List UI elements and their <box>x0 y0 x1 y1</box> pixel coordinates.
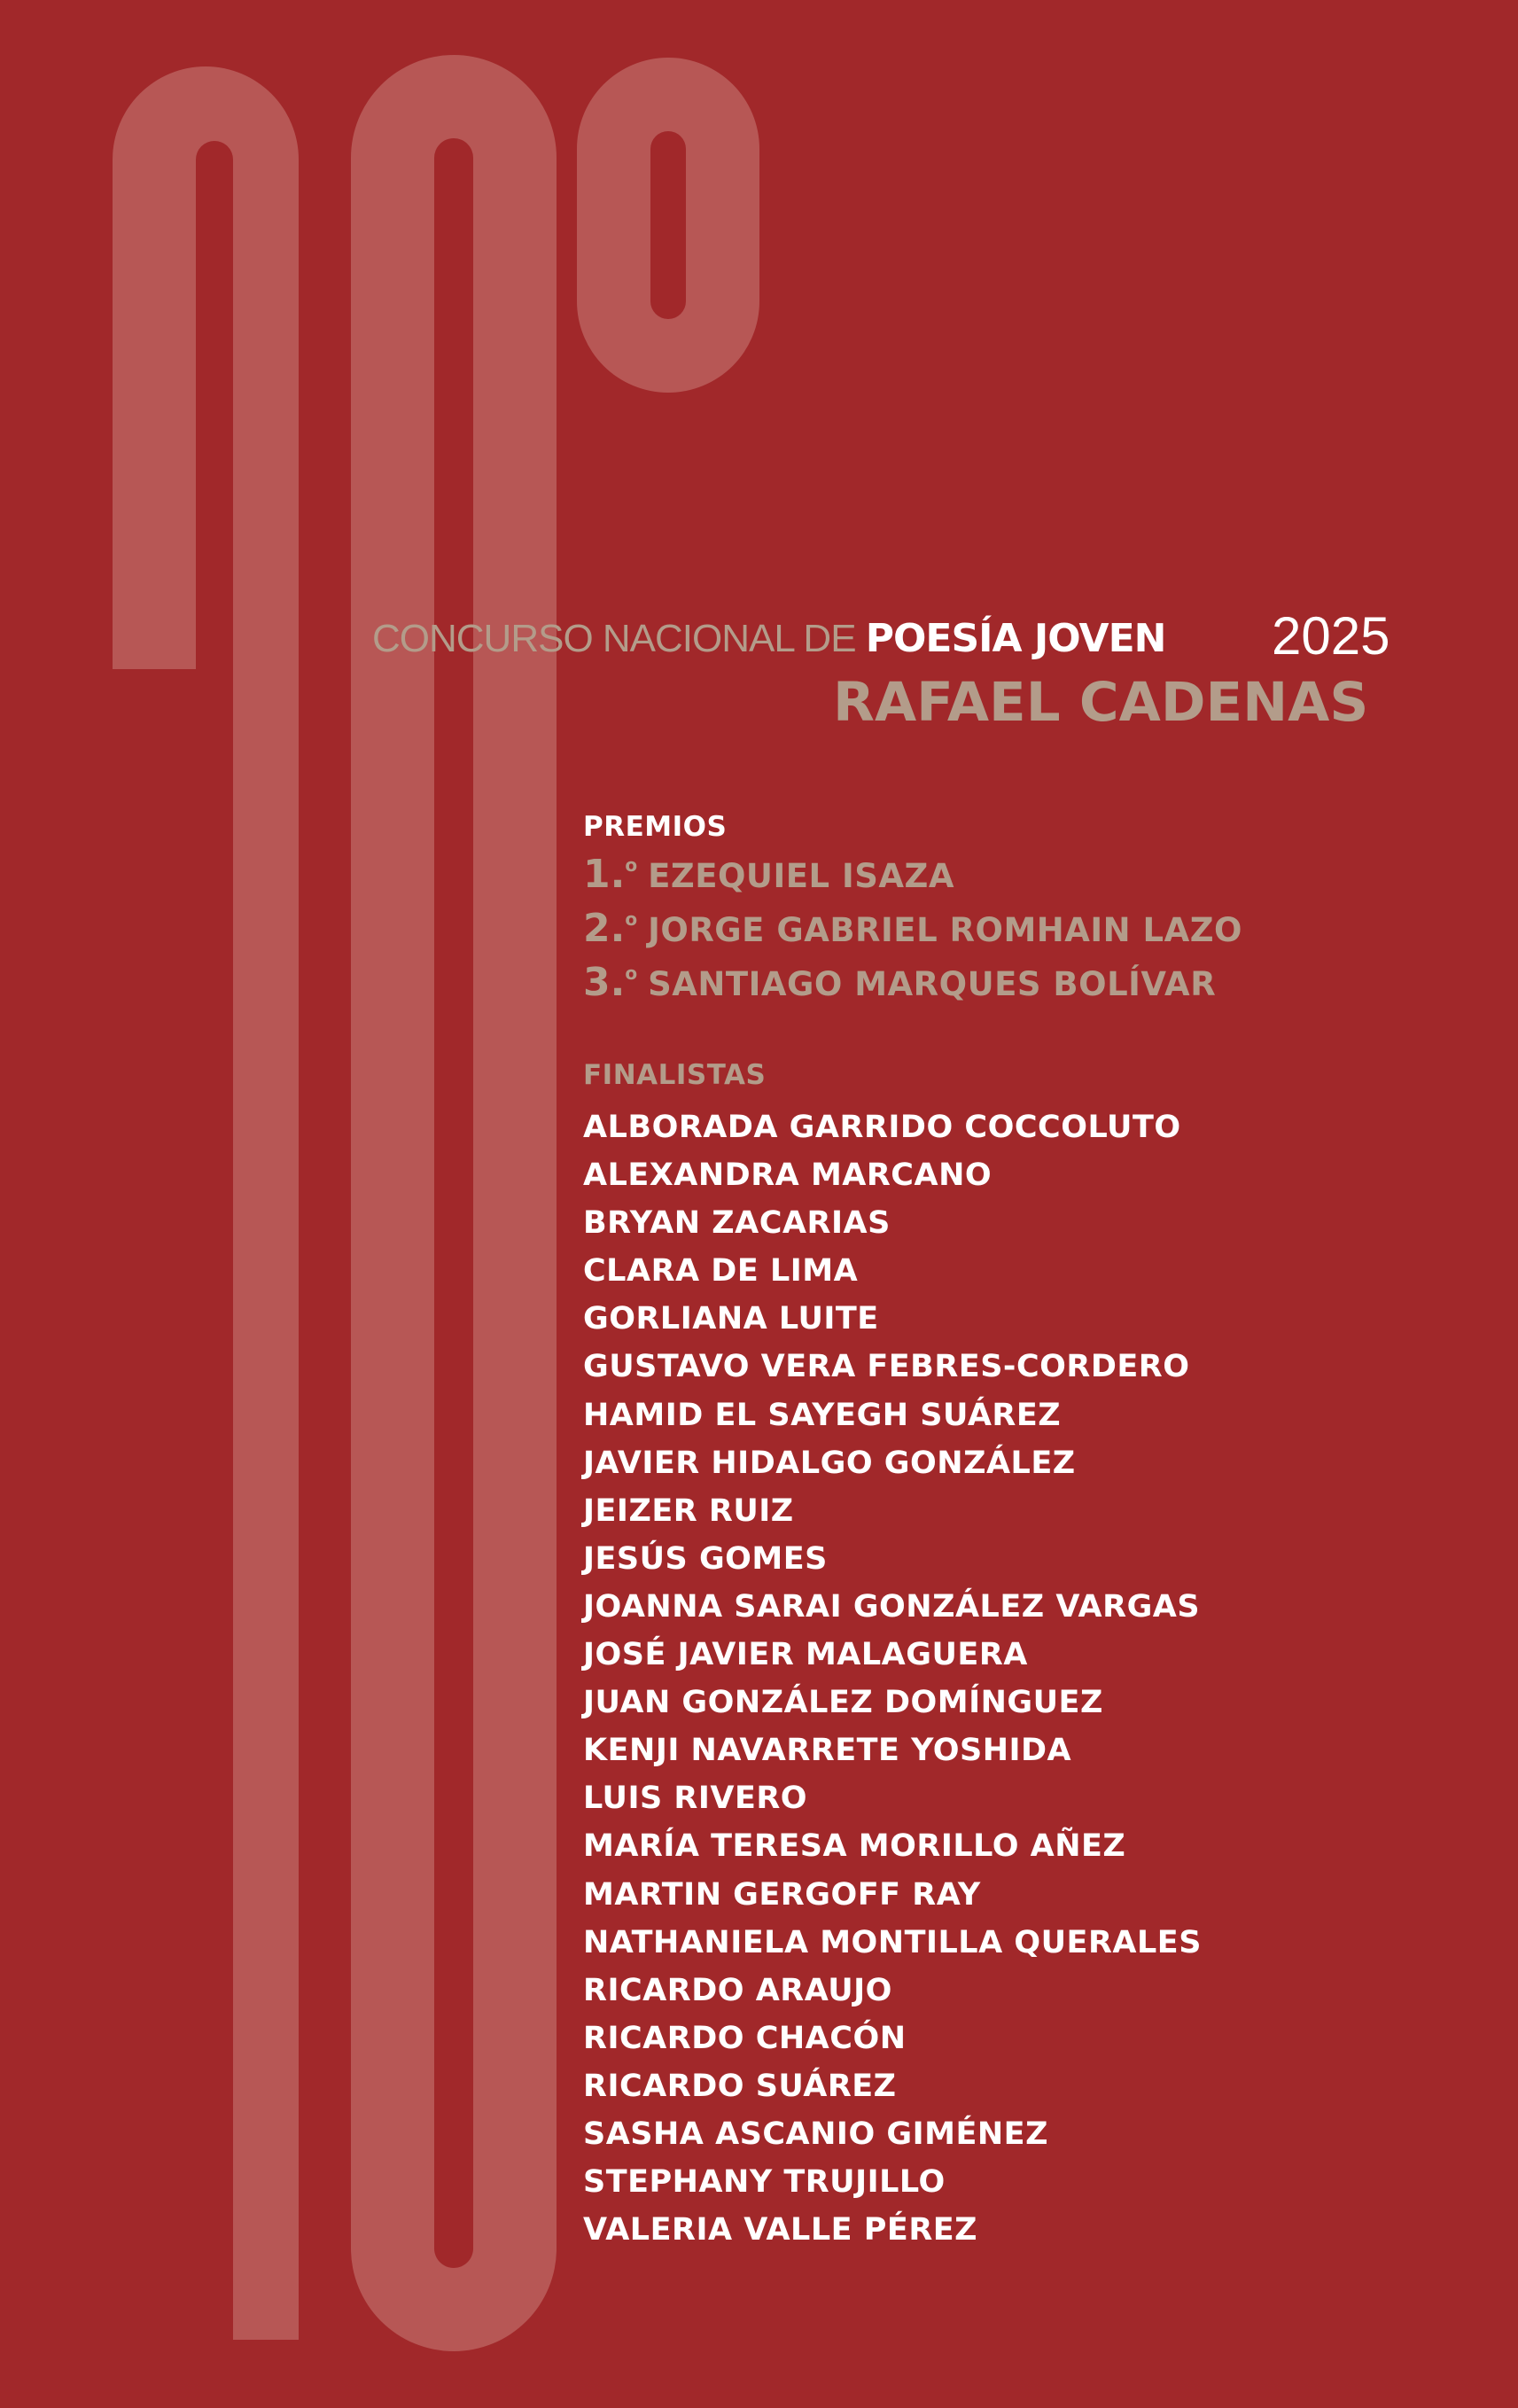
finalist-item: RICARDO ARAUJO <box>583 1972 892 2008</box>
finalist-item: ALBORADA GARRIDO COCCOLUTO <box>583 1110 1181 1145</box>
prize-number: 1. <box>583 852 626 897</box>
finalist-item: CLARA DE LIMA <box>583 1253 859 1290</box>
finalist-item: BRYAN ZACARIAS <box>583 1205 891 1242</box>
finalist-item: MARÍA TERESA MORILLO AÑEZ <box>583 1828 1126 1865</box>
finalist-item: STEPHANY TRUJILLO <box>583 2164 946 2201</box>
prize-item <box>583 960 1242 1014</box>
prize-winner-name: EZEQUIEL ISAZA <box>648 857 954 895</box>
finalist-item: JEIZER RUIZ <box>583 1492 794 1529</box>
finalists-label: FINALISTAS <box>583 1059 767 1091</box>
contest-prefix: CONCURSO NACIONAL DE <box>372 617 866 660</box>
prize-number: 2. <box>583 906 626 951</box>
prize-ordinal: o <box>625 854 638 876</box>
finalist-item: GUSTAVO VERA FEBRES-CORDERO <box>583 1349 1190 1385</box>
prize-ordinal: o <box>625 962 638 984</box>
finalist-item: VALERIA VALLE PÉREZ <box>583 2212 978 2248</box>
finalist-item: NATHANIELA MONTILLA QUERALES <box>583 1924 1202 1960</box>
finalist-item: MARTIN GERGOFF RAY <box>583 1876 981 1913</box>
contest-category: POESÍA JOVEN <box>865 616 1166 661</box>
finalist-item: LUIS RIVERO <box>583 1781 808 1817</box>
finalist-item: ALEXANDRA MARCANO <box>583 1157 993 1194</box>
honoree-name: RAFAEL CADENAS <box>833 671 1369 734</box>
finalist-item: GORLIANA LUITE <box>583 1301 879 1337</box>
graphic-digit-zero <box>351 55 557 2351</box>
contest-year: 2025 <box>1272 606 1390 666</box>
finalists-section <box>583 1059 1202 2254</box>
prize-winner-name: JORGE GABRIEL ROMHAIN LAZO <box>648 911 1242 949</box>
finalist-item: RICARDO SUÁREZ <box>583 2068 897 2104</box>
finalist-item: JESÚS GOMES <box>583 1540 828 1577</box>
finalist-item: SASHA ASCANIO GIMÉNEZ <box>583 2116 1048 2152</box>
finalist-item: JOANNA SARAI GONZÁLEZ VARGAS <box>583 1588 1201 1625</box>
graphic-digit-one <box>113 66 299 2340</box>
contest-title <box>372 616 1165 661</box>
prize-item <box>583 906 1242 960</box>
prize-ordinal: o <box>625 908 638 930</box>
finalists-list <box>583 1103 1202 2254</box>
prizes-section <box>583 811 1242 1014</box>
finalist-item: KENJI NAVARRETE YOSHIDA <box>583 1733 1072 1769</box>
prizes-label: PREMIOS <box>583 811 728 843</box>
prize-number: 3. <box>583 960 626 1005</box>
prize-item <box>583 852 1242 906</box>
prize-winner-name: SANTIAGO MARQUES BOLÍVAR <box>648 965 1217 1003</box>
finalist-item: JOSÉ JAVIER MALAGUERA <box>583 1637 1028 1673</box>
finalist-item: JAVIER HIDALGO GONZÁLEZ <box>583 1445 1076 1481</box>
finalist-item: HAMID EL SAYEGH SUÁREZ <box>583 1397 1062 1433</box>
prizes-list <box>583 852 1242 1014</box>
finalist-item: JUAN GONZÁLEZ DOMÍNGUEZ <box>583 1685 1103 1721</box>
graphic-ordinal-mark <box>577 58 759 393</box>
finalist-item: RICARDO CHACÓN <box>583 2020 907 2056</box>
